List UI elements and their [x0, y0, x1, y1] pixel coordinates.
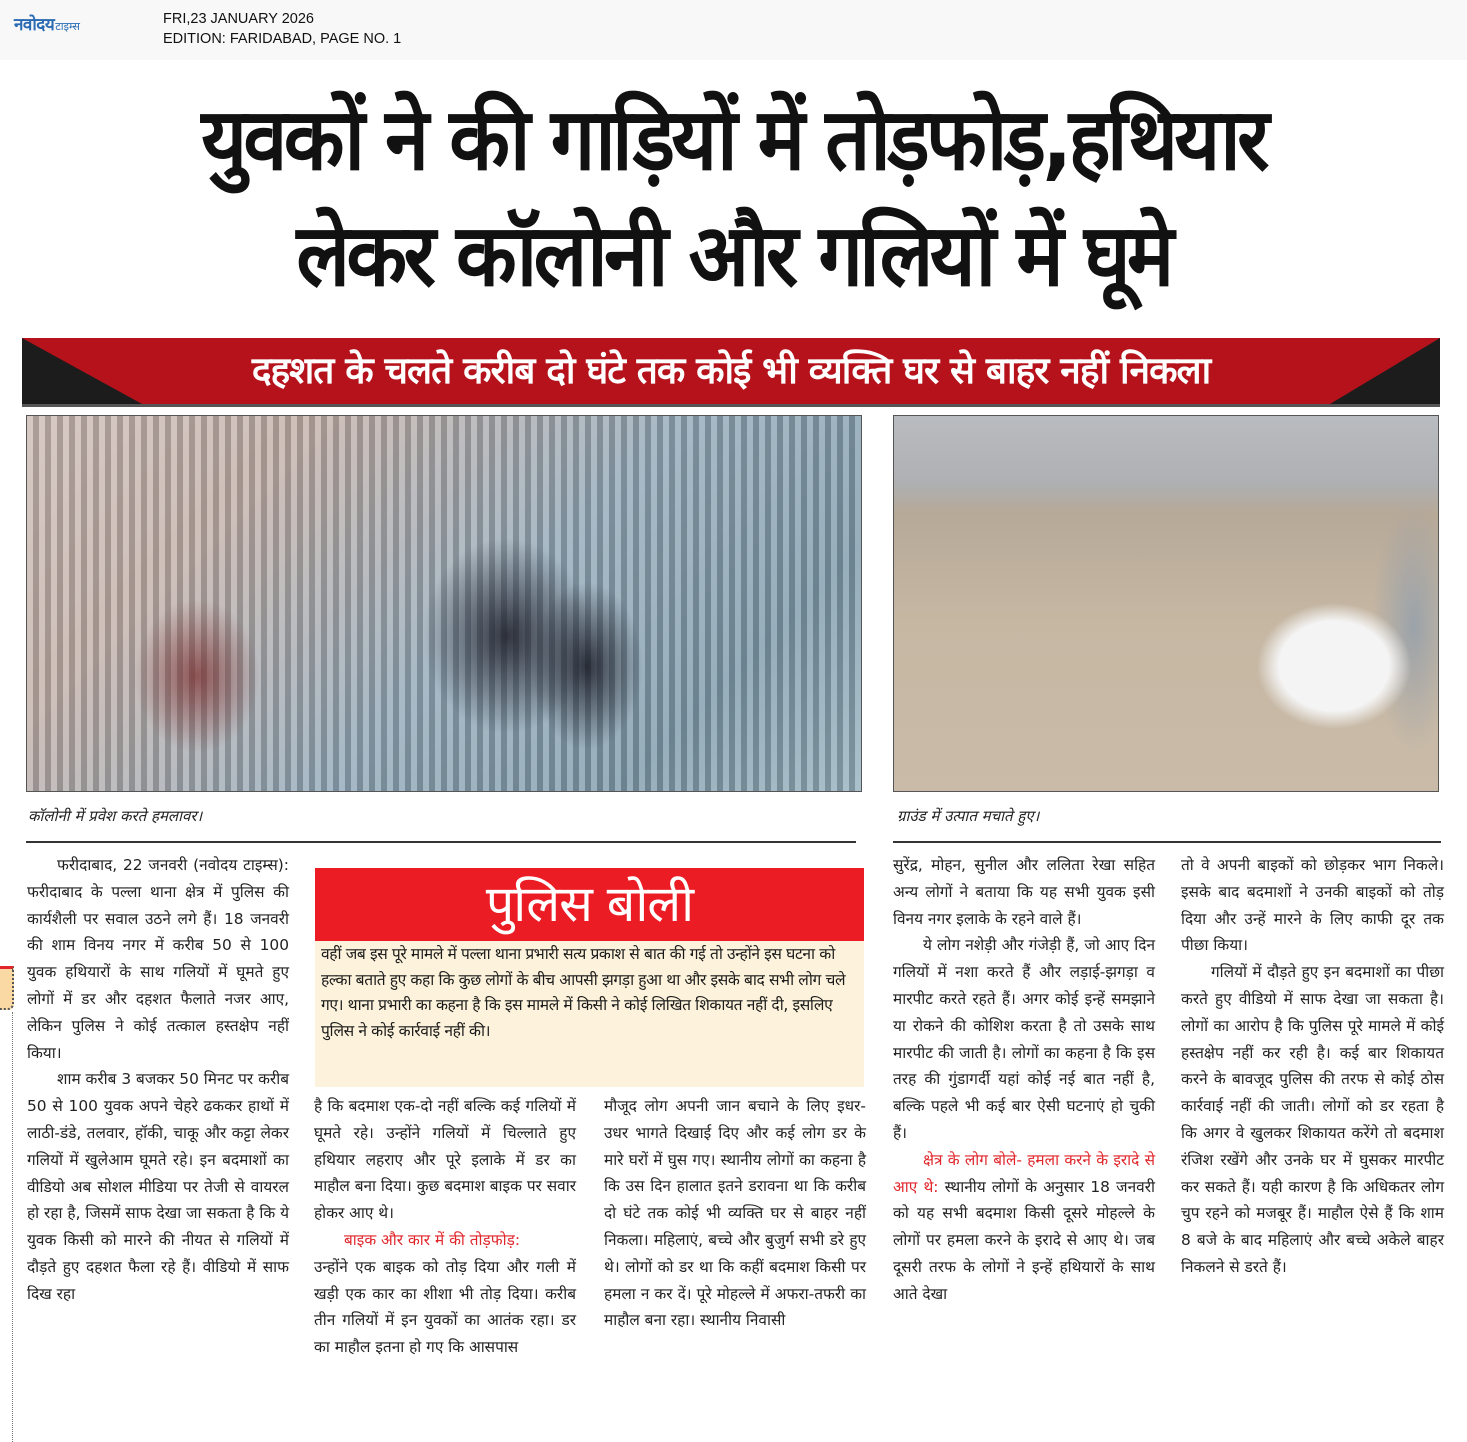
band-divider — [22, 404, 1440, 407]
edition-page: EDITION: FARIDABAD, PAGE NO. 1 — [163, 31, 402, 47]
article-paragraph: फरीदाबाद, 22 जनवरी (नवोदय टाइम्स): फरीदाबाद के पल्ला थाना क्षेत्र में पुलिस की कार्यशैली पर सवाल उठने लगे हैं। 18 जनवरी की शाम विनय नगर में करीब 50 से 100 युवक हथियारों के साथ गलियों में घूमते हुए लोगों में डर और दहशत फैलाते नजर आए, लेकिन पुलिस ने कोई तत्काल हस्तक्षेप नहीं किया। — [27, 856, 289, 1062]
masthead — [0, 0, 1467, 60]
headline-line-1: युवकों ने की गाड़ियों में तोड़फोड़,हथियार — [201, 90, 1266, 190]
issue-date: FRI,23 JANUARY 2026 — [163, 11, 314, 27]
page-edge-tab — [0, 966, 14, 1010]
caption-divider-1 — [26, 841, 856, 843]
newspaper-logo[interactable] — [14, 12, 80, 35]
subheading-band — [22, 338, 1440, 404]
article-column-3 — [604, 1093, 866, 1334]
photo-ground-rampage[interactable] — [893, 415, 1439, 792]
article-paragraph: है कि बदमाश एक-दो नहीं बल्कि कई गलियों में घूमते रहे। उन्होंने गलियों में चिल्लाते हुए हथियार लहराए और पूरे इलाके में डर का माहौल बना दिया। कुछ बदमाश बाइक पर सवार होकर आए थे। — [314, 1097, 576, 1223]
article-paragraph: गलियों में दौड़ते हुए इन बदमाशों का पीछा करते हुए वीडियो में साफ देखा जा सकता है।लोगों का आरोप है कि पुलिस पूरे मामले में कोई हस्तक्षेप नहीं कर रही है। कई बार शिकायत करने के बावजूद पुलिस की तरफ से कोई ठोस कार्रवाई नहीं की जाती। लोगों को डर रहता है कि अगर वे खुलकर शिकायत करेंगे तो बदमाश रंजिश रखेंगे और उनके घर में घुसकर मारपीट कर सकते हैं। यही कारण है कि अधिकतर लोग चुप रहने को मजबूर हैं। माहौल ऐसे हैं कि शाम 8 बजे के बाद महिलाएं और बच्चे अकेले बाहर निकलने से डरते हैं। — [1181, 963, 1444, 1276]
article-column-1 — [27, 852, 289, 1308]
subsection-kicker: क्षेत्र के लोग बोले- हमला करने के इरादे से आए थे: — [893, 1150, 1155, 1196]
logo-main-text: नवोदय — [14, 15, 55, 35]
article-kicker-paragraph — [314, 1227, 576, 1254]
photo-caption-2: ग्राउंड में उत्पात मचाते हुए। — [897, 807, 1040, 825]
article-paragraph: तो वे अपनी बाइकों को छोड़कर भाग निकले। इसके बाद बदमाशों ने उनकी बाइकों को तोड़ दिया और उन्हें मारने के लिए काफी दूर तक पीछा किया। — [1181, 856, 1444, 955]
article-column-2 — [314, 1093, 576, 1361]
article-column-4 — [893, 852, 1155, 1308]
photo-colony-entry[interactable] — [26, 415, 862, 792]
edition-info — [163, 9, 401, 49]
caption-divider-2 — [893, 841, 1441, 843]
police-box-text: वहीं जब इस पूरे मामले में पल्ला थाना प्रभारी सत्य प्रकाश से बात की गई तो उन्होंने इस घटना को हल्का बताते हुए कहा कि कुछ लोगों के बीच आपसी झगड़ा हुआ था और इसके बाद सभी लोग चले गए। थाना प्रभारी का कहना है कि इस मामले में किसी ने कोई लिखित शिकायत नहीं दी, इसलिए पुलिस ने कोई कार्रवाई नहीं की। — [321, 945, 846, 1040]
article-paragraph: सुरेंद्र, मोहन, सुनील और ललिता रेखा सहित अन्य लोगों ने बताया कि यह सभी युवक इसी विनय नगर इलाके के रहने वाले हैं। — [893, 856, 1155, 928]
subheading-text: दहशत के चलते करीब दो घंटे तक कोई भी व्यक्ति घर से बाहर नहीं निकला — [251, 349, 1211, 392]
page-headline — [59, 82, 1409, 314]
article-kicker-paragraph — [893, 1147, 1155, 1308]
headline-line-2: लेकर कॉलोनी और गलियों में घूमे — [296, 206, 1171, 306]
article-paragraph: शाम करीब 3 बजकर 50 मिनट पर करीब 50 से 100 युवक अपने चेहरे ढककर हाथों में लाठी-डंडे, तलवार, हॉकी, चाकू और कट्टा लेकर गलियों में खुलेआम घूमते रहे। इन बदमाशों का वीडियो अब सोशल मीडिया पर तेजी से वायरल हो रहा है, जिसमें साफ देखा जा सकता है कि ये युवक किसी को मारने की नीयत से गलियों में दौड़ते हुए दहशत फैला रहे हैं। वीडियो में साफ दिख रहा — [27, 1070, 289, 1303]
article-paragraph: मौजूद लोग अपनी जान बचाने के लिए इधर-उधर भागते दिखाई दिए और कई लोग डर के मारे घरों में घुस गए। स्थानीय लोगों का कहना है कि उस दिन हालात इतने डरावना था कि करीब दो घंटे तक कोई भी व्यक्ति घर से बाहर नहीं निकला। महिलाएं, बच्चे और बुजुर्ग सभी डरे हुए थे। लोगों को डर था कि कहीं बदमाश किसी पर हमला न कर दें। पूरे मोहल्ले में अफरा-तफरी का माहौल बना रहा। स्थानीय निवासी — [604, 1097, 866, 1330]
police-box-title: पुलिस बोली — [315, 868, 864, 941]
subsection-kicker: बाइक और कार में की तोड़फोड़: — [344, 1230, 521, 1249]
photo-image-placeholder — [27, 416, 861, 791]
article-column-5 — [1181, 852, 1444, 1281]
article-paragraph: उन्होंने एक बाइक को तोड़ दिया और गली में खड़ी एक कार का शीशा भी तोड़ दिया। करीब तीन गलियों में इन युवकों का आतंक रहा। डर का माहौल इतना हो गए कि आसपास — [314, 1257, 576, 1357]
police-statement-box — [315, 868, 864, 1087]
photo-caption-1: कॉलोनी में प्रवेश करते हमलावर। — [28, 807, 203, 825]
article-paragraph-text: स्थानीय लोगों के अनुसार 18 जनवरी को यह सभी बदमाश किसी दूसरे मोहल्ले के लोगों पर हमला करने के इरादे से आए थे। जब दूसरी तरफ के लोगों ने इन्हें हथियारों के साथ आते देखा — [893, 1177, 1155, 1303]
logo-sub-text: टाइम्स — [55, 20, 80, 33]
photo-image-placeholder — [894, 416, 1438, 791]
page-edge-dotted-line — [12, 1012, 13, 1442]
article-paragraph: ये लोग नशेड़ी और गंजेड़ी हैं, जो आए दिन गलियों में नशा करते हैं और लड़ाई-झगड़ा व मारपीट करते रहते हैं। अगर कोई इन्हें समझाने या रोकने की कोशिश करता है तो उसके साथ मारपीट की जाती है। लोगों का कहना है कि इस तरह की गुंडागर्दी यहां कोई नई बात नहीं है, बल्कि पहले भी कई बार ऐसी घटनाएं हो चुकी हैं। — [893, 936, 1155, 1142]
